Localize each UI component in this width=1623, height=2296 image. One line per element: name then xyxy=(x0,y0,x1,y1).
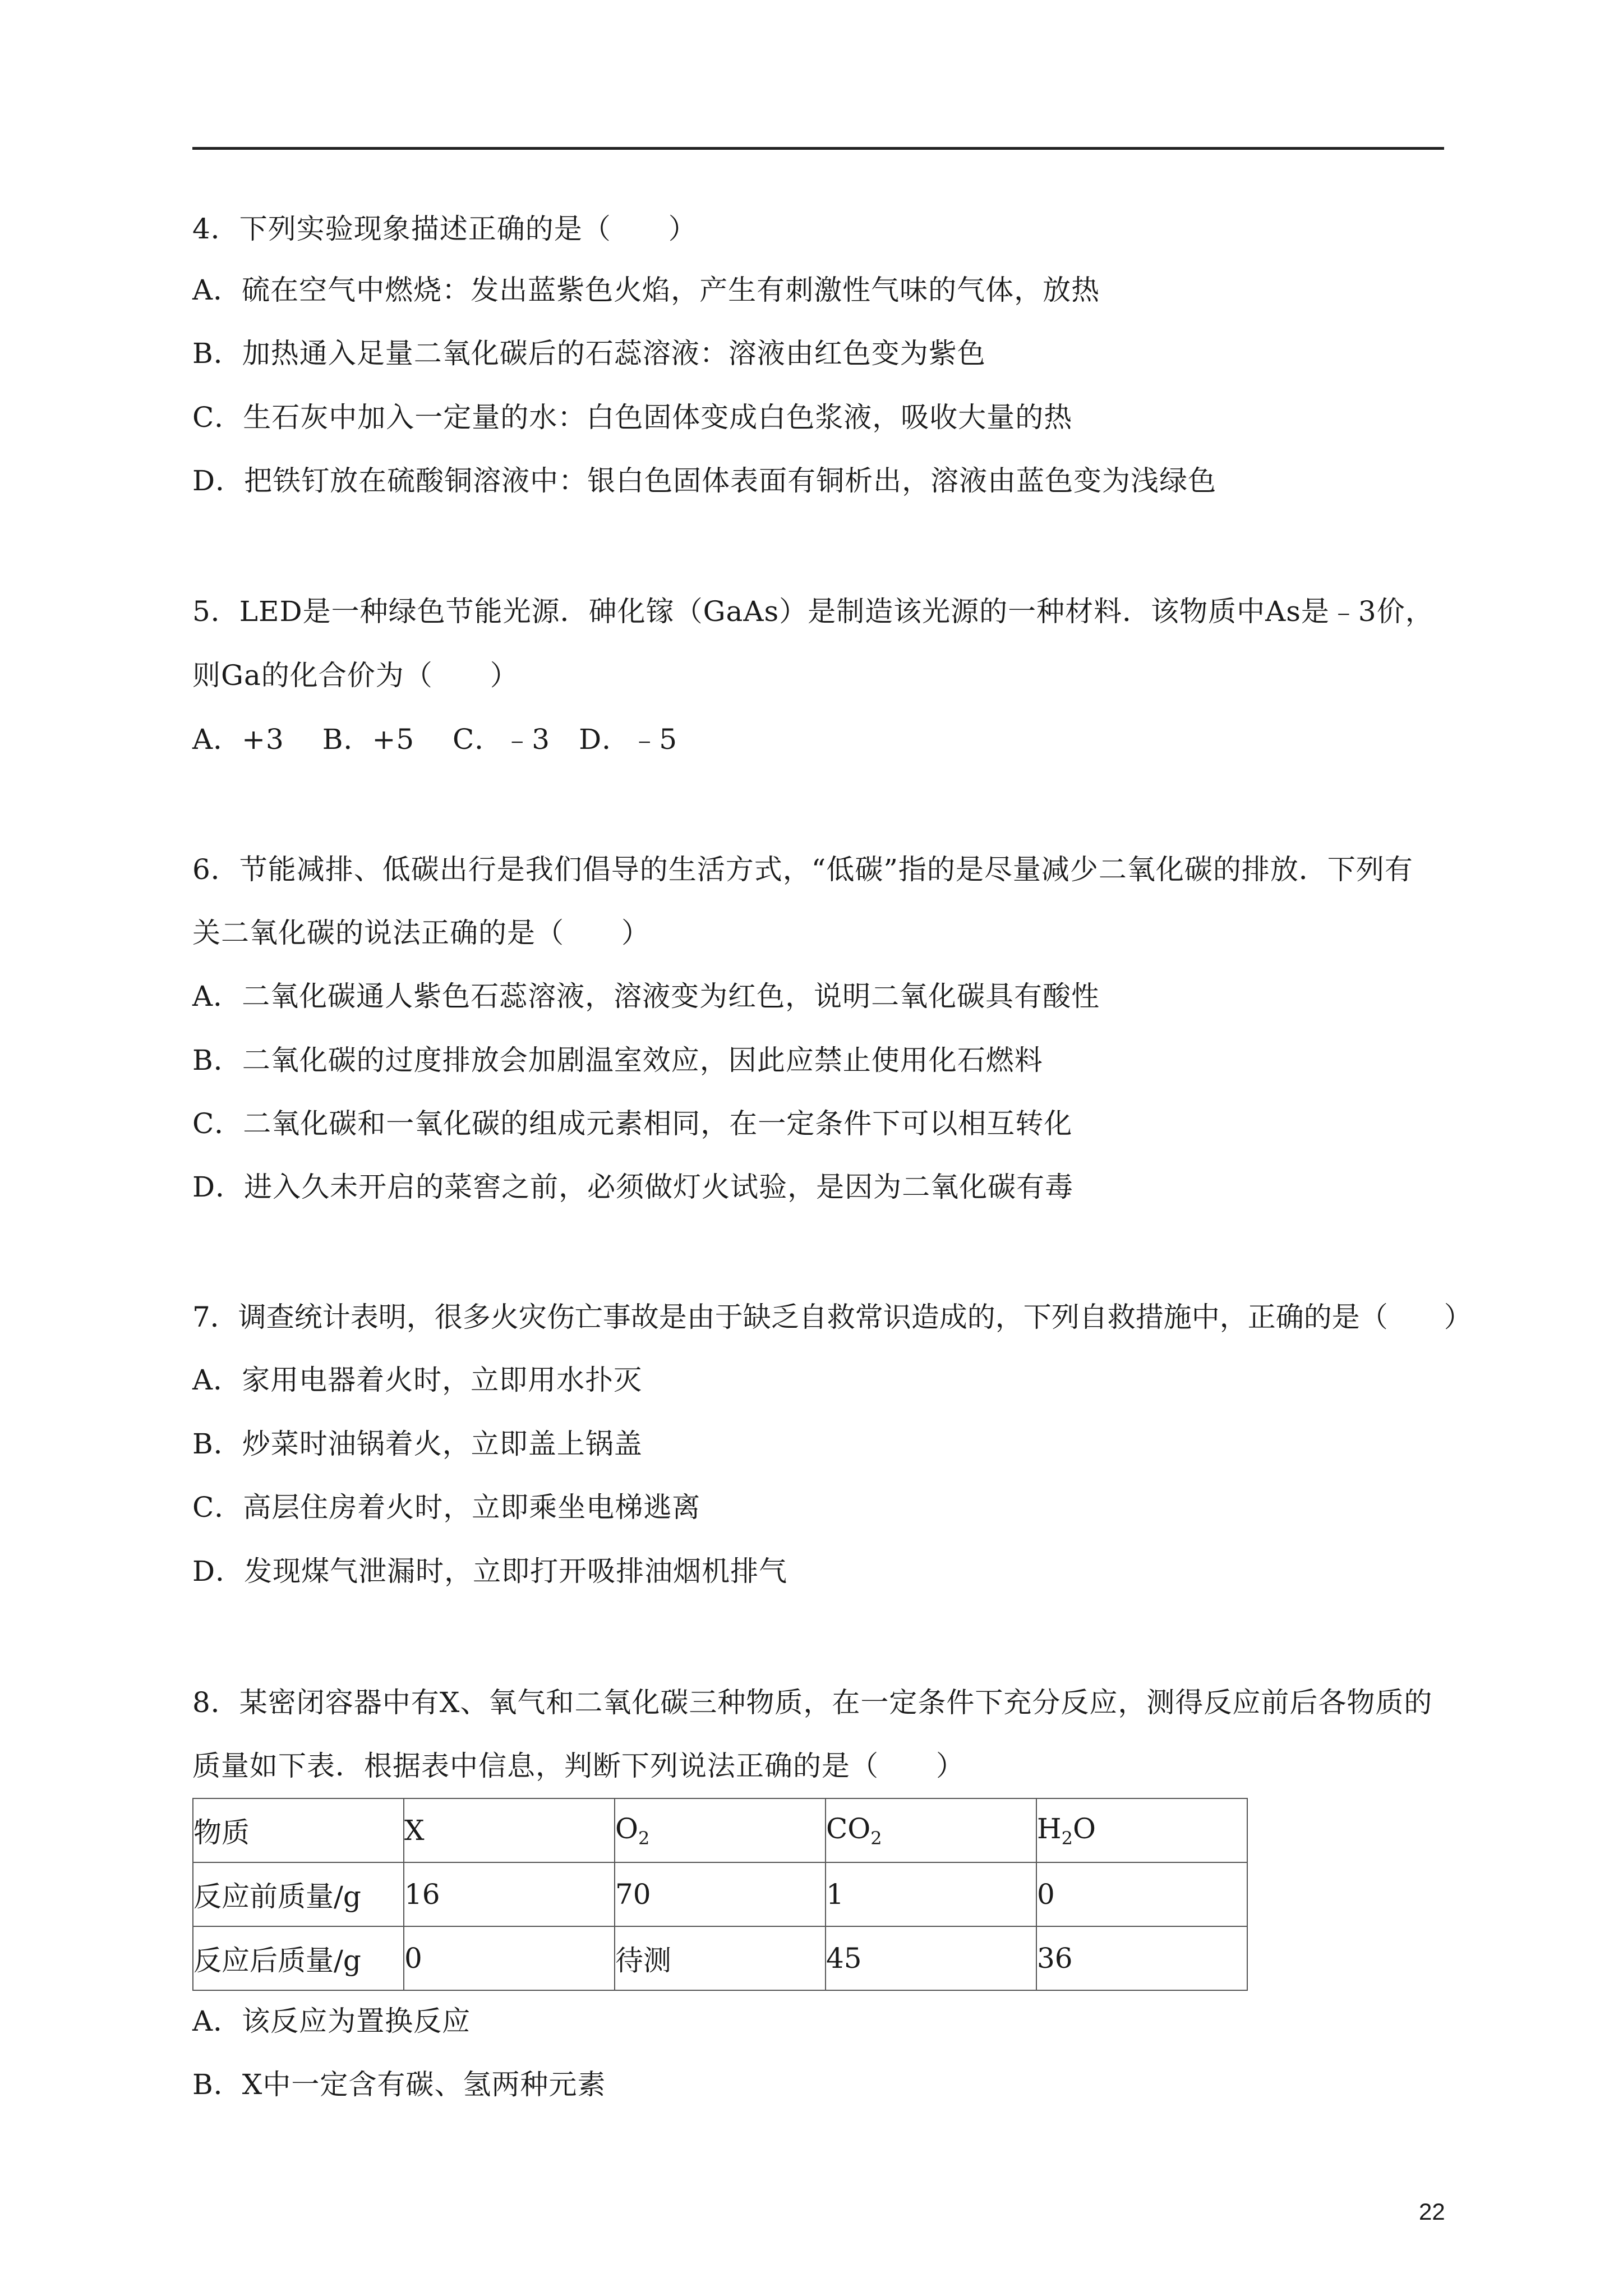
table-row xyxy=(193,1926,1247,1990)
table-cell: 待测 xyxy=(615,1926,826,1990)
q7-option-d: D．发现煤气泄漏时，立即打开吸排油烟机排气 xyxy=(192,1555,788,1588)
q6-stem-line2: 关二氧化碳的说法正确的是（ ） xyxy=(192,917,650,949)
q4-option-c: C．生石灰中加入一定量的水：白色固体变成白色浆液，吸收大量的热 xyxy=(192,401,1073,434)
table-cell: 70 xyxy=(615,1862,826,1926)
q4-option-b: B．加热通入足量二氧化碳后的石蕊溶液：溶液由红色变为紫色 xyxy=(192,337,986,370)
table-cell: 1 xyxy=(826,1862,1036,1926)
q8-stem-line1: 8．某密闭容器中有X、氧气和二氧化碳三种物质，在一定条件下充分反应，测得反应前后各物质的 xyxy=(192,1686,1433,1719)
table-cell: 36 xyxy=(1036,1926,1247,1990)
table-cell: 反应前质量/g xyxy=(193,1862,404,1926)
table-header-cell: X xyxy=(404,1798,615,1862)
mass-table xyxy=(192,1798,1248,1991)
table-cell: 16 xyxy=(404,1862,615,1926)
q6-option-d: D．进入久未开启的菜窖之前，必须做灯火试验，是因为二氧化碳有毒 xyxy=(192,1171,1074,1203)
table-cell: 45 xyxy=(826,1926,1036,1990)
table-row xyxy=(193,1862,1247,1926)
q8-option-a: A．该反应为置换反应 xyxy=(192,2005,471,2037)
q7-option-c: C．高层住房着火时，立即乘坐电梯逃离 xyxy=(192,1491,701,1524)
q8-option-b: B．X中一定含有碳、氢两种元素 xyxy=(192,2068,606,2101)
table-header-cell: 物质 xyxy=(193,1798,404,1862)
table-header-cell: $CO_2$ xyxy=(826,1798,1036,1862)
q5-stem-line1: 5．LED是一种绿色节能光源．砷化镓（GaAs）是制造该光源的一种材料．该物质中As是﹣3价， xyxy=(192,595,1434,628)
q5-stem-line2: 则Ga的化合价为（ ） xyxy=(192,659,519,692)
q7-stem: 7．调查统计表明，很多火灾伤亡事故是由于缺乏自救常识造成的，下列自救措施中，正确的是（ ） xyxy=(192,1301,1472,1333)
table-cell: 0 xyxy=(1036,1862,1247,1926)
q5-options: A．+3 B．+5 C．﹣3 D．﹣5 xyxy=(192,723,678,756)
q6-option-c: C．二氧化碳和一氧化碳的组成元素相同，在一定条件下可以相互转化 xyxy=(192,1107,1073,1140)
q6-option-b: B．二氧化碳的过度排放会加剧温室效应，因此应禁止使用化石燃料 xyxy=(192,1044,1043,1076)
q6-stem-line1: 6．节能减排、低碳出行是我们倡导的生活方式，“低碳”指的是尽量减少二氧化碳的排放．下列有 xyxy=(192,853,1413,886)
page-number: 22 xyxy=(1419,2198,1445,2225)
q4-option-a: A．硫在空气中燃烧：发出蓝紫色火焰，产生有刺激性气味的气体，放热 xyxy=(192,274,1100,306)
table-header-cell: $H_2O$ xyxy=(1036,1798,1247,1862)
header-rule xyxy=(192,147,1444,150)
q4-option-d: D．把铁钉放在硫酸铜溶液中：银白色固体表面有铜析出，溶液由蓝色变为浅绿色 xyxy=(192,464,1217,497)
table-header-cell: $O_2$ xyxy=(615,1798,826,1862)
table-cell: 0 xyxy=(404,1926,615,1990)
q8-stem-line2: 质量如下表．根据表中信息，判断下列说法正确的是（ ） xyxy=(192,1750,965,1782)
table-cell: 反应后质量/g xyxy=(193,1926,404,1990)
table-header-row xyxy=(193,1798,1247,1862)
q7-option-b: B．炒菜时油锅着火，立即盖上锅盖 xyxy=(192,1428,643,1460)
q6-option-a: A．二氧化碳通人紫色石蕊溶液，溶液变为红色，说明二氧化碳具有酸性 xyxy=(192,980,1100,1013)
q4-stem: 4．下列实验现象描述正确的是（ ） xyxy=(192,213,697,245)
q7-option-a: A．家用电器着火时，立即用水扑灭 xyxy=(192,1364,643,1396)
